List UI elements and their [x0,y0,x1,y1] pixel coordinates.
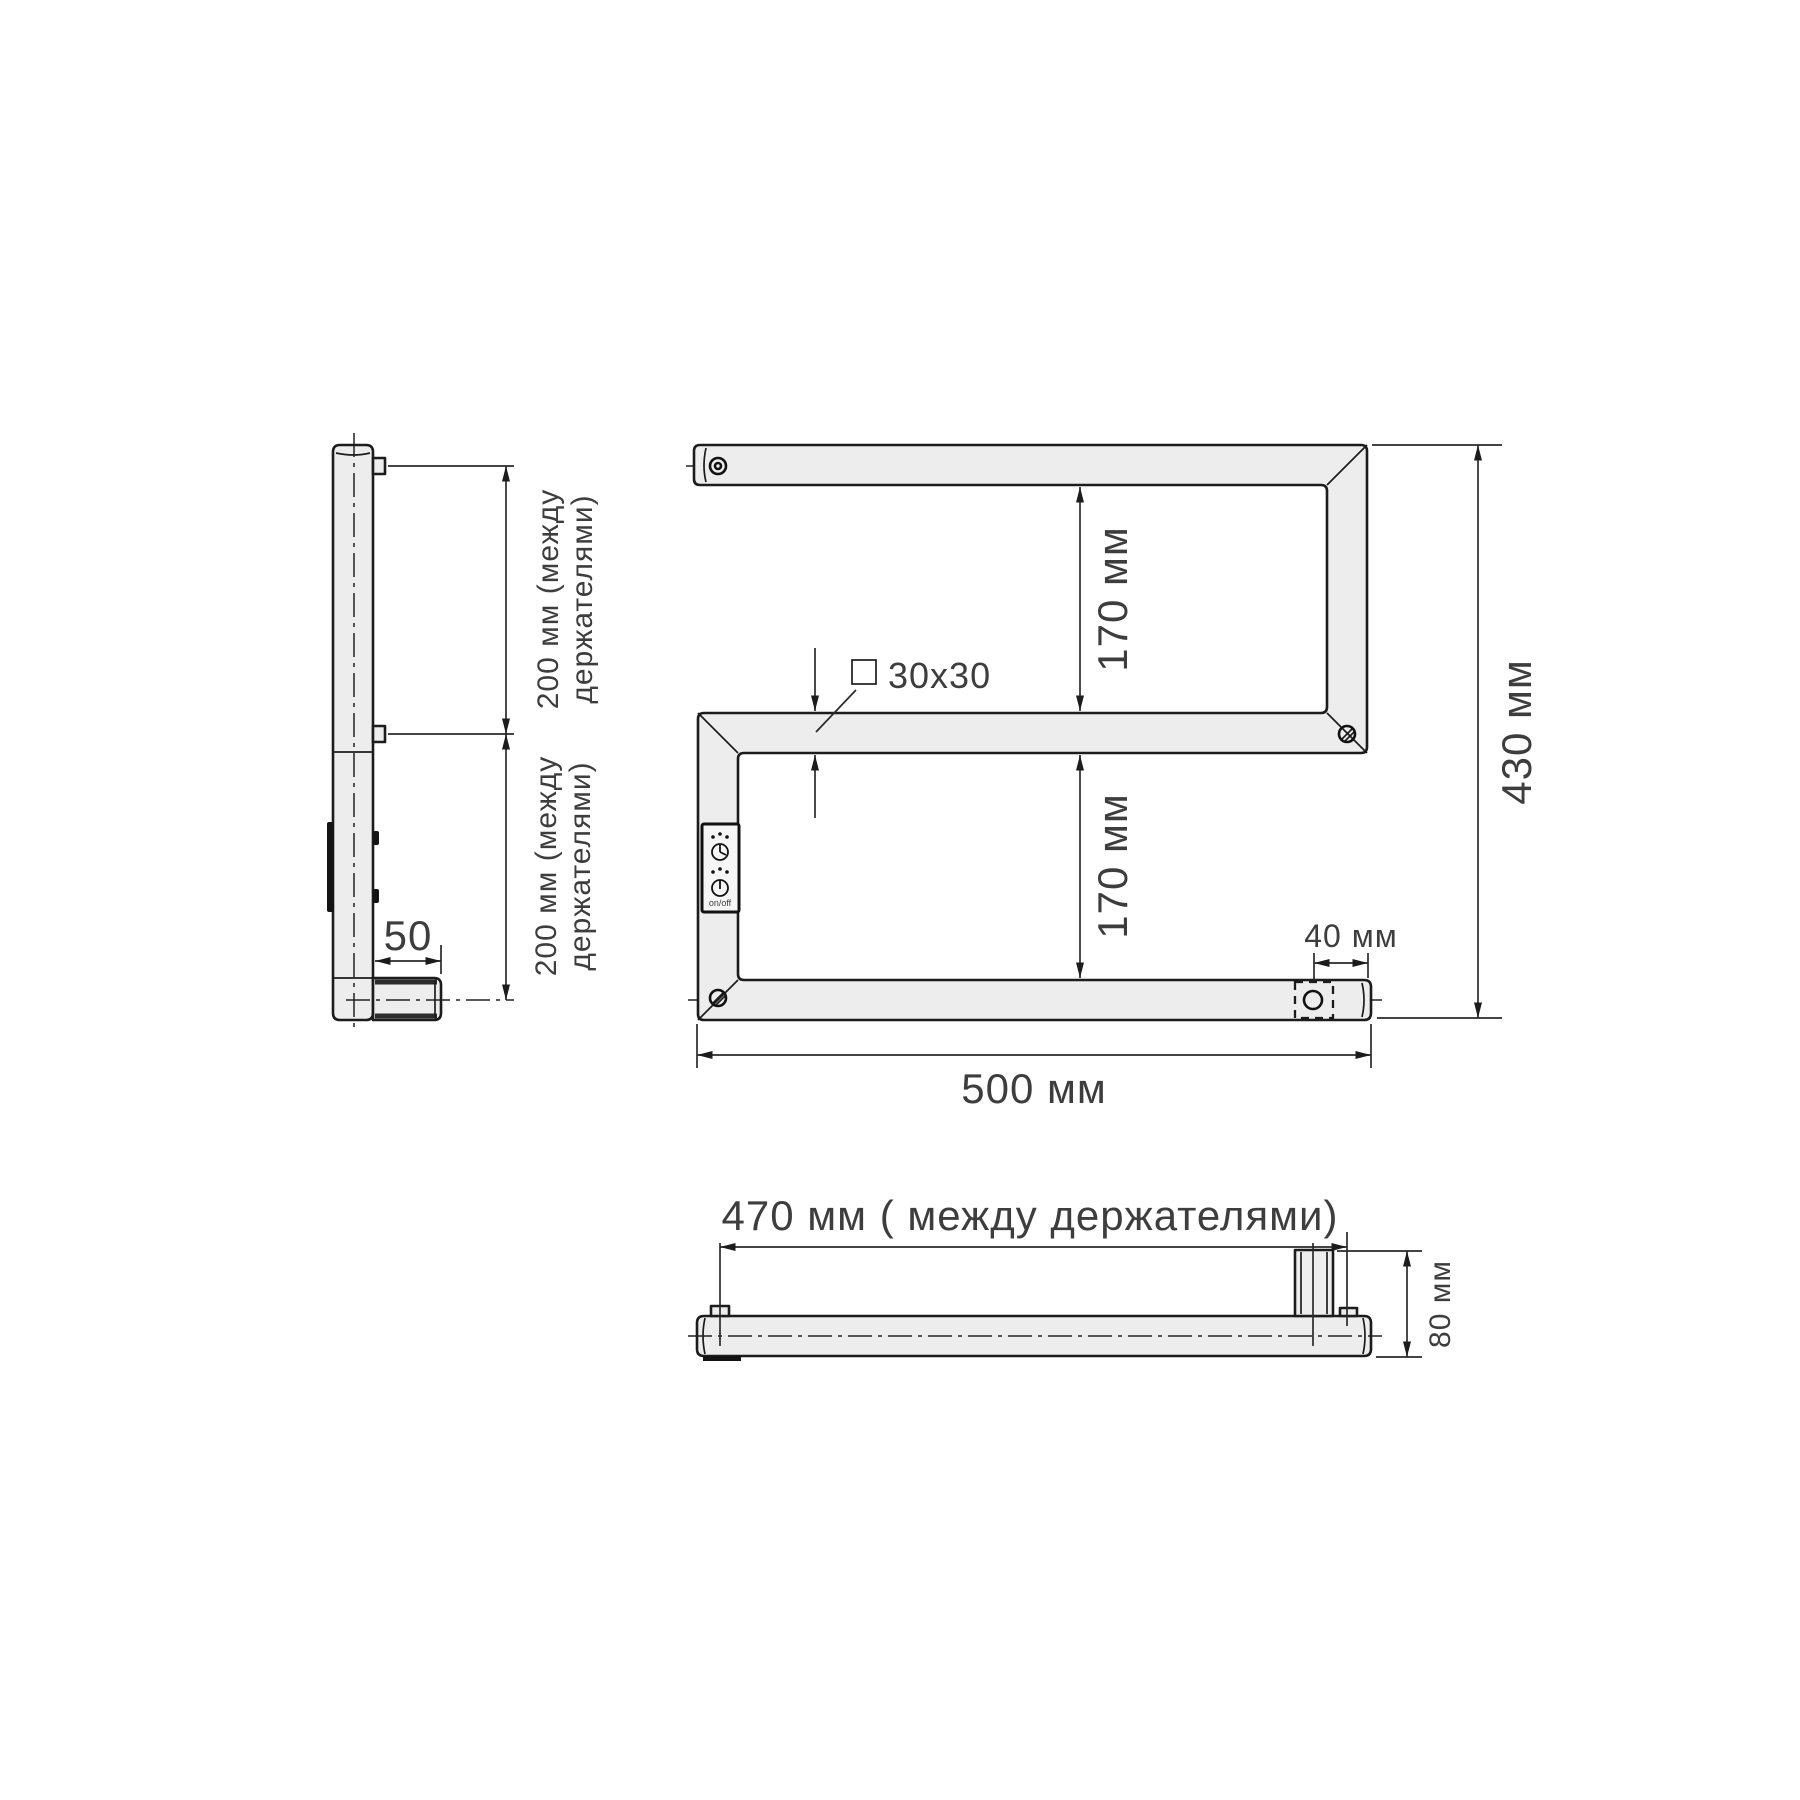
dim-bracket-offset-label: 40 мм [1304,918,1398,954]
side-panel-button-1 [373,831,379,845]
dim-gap-upper-label: 170 мм [1089,526,1136,672]
wall-mount-upper [373,458,385,474]
dim-width-500 [697,1024,1371,1112]
dim-holders-lower-label-line2: держателями) [564,761,597,971]
dim-holders-upper-200 [388,466,599,734]
wall-mount-lower [373,726,385,742]
front-view [686,445,1540,1112]
dim-holder-span-label: 470 мм ( между держателями) [721,1192,1339,1239]
control-panel [702,824,739,912]
dim-holders-upper-label-line1: 200 мм (между [532,488,565,710]
dim-holders-lower-200 [506,734,597,1000]
tube-section-label: 30x30 [888,655,992,696]
side-panel-button-2 [373,889,379,903]
square-section-icon [852,660,876,684]
dim-gap-lower-170 [1080,755,1136,978]
dim-width-label: 500 мм [961,1065,1107,1112]
bottom-view [688,1192,1457,1361]
dim-depth-50 [375,912,441,974]
panel-onoff-label: on/off [708,898,732,908]
side-profile-tube [333,445,373,1020]
dim-bracket-offset-40 [1304,918,1397,980]
dim-holders-lower-label-line1: 200 мм (между [530,755,563,977]
dim-holders-upper-label-line2: держателями) [566,494,599,704]
dim-depth-80-label: 80 мм [1424,1260,1457,1348]
side-panel-strip [327,822,334,912]
bottom-view-holder-right [1340,1308,1357,1316]
dim-depth-label: 50 [383,912,433,959]
dim-gap-upper-170 [1080,487,1136,711]
towel-rail-tube [694,445,1371,1020]
bottom-view-endcap-detail [703,1356,741,1361]
side-view [327,433,599,1032]
dim-height-label: 430 мм [1493,659,1540,805]
dim-gap-lower-label: 170 мм [1089,793,1136,939]
bottom-view-bracket-right [1295,1250,1333,1316]
